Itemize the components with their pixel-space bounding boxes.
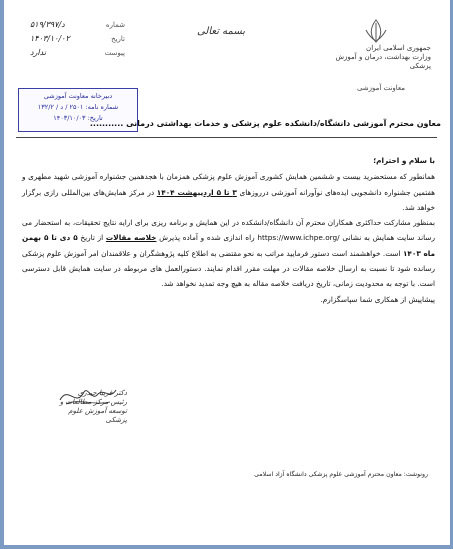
letter-meta xyxy=(30,18,125,60)
number-value: ۵۱۹/۳۹۷/د xyxy=(30,20,65,29)
cc-line: رونوشت: معاون محترم آموزشی علوم پزشکی دانشگاه آزاد اسلامی xyxy=(254,471,428,478)
abstracts-term: خلاصه مقالات xyxy=(105,233,157,243)
salutation: با سلام و احترام؛ xyxy=(373,156,435,165)
signer-name: دکتر فریبا حیدری xyxy=(77,389,127,397)
date-label: تاریخ xyxy=(111,35,125,43)
stamp-line-2: شماره نامه: ۲۵۰۱ / د / ۱۳۲/۲ xyxy=(37,103,119,111)
ministry-heading xyxy=(321,44,431,71)
ministry-line-2: وزارت بهداشت، درمان و آموزش پزشکی xyxy=(335,53,431,70)
closing-line: پیشاپیش از همکاری شما سپاسگزارم. xyxy=(320,294,435,304)
number-label: شماره xyxy=(105,21,125,29)
stamp-line-3: تاریخ: ۱۴۰۳/۱۰/۰۳ xyxy=(53,114,103,122)
viewer-bottom-edge xyxy=(0,545,453,549)
paragraph-1: همانطور که مستحضرید بیست و ششمین همایش کشوری آموزش علوم پزشکی همزمان با هجدهمین جشنواره آموزشی شهید مطهری و هفتمین جشنواره دانشجویی ایده‌های نوآورانه آموزشی درروزهای ۳ تا ۵ اردیبهشت ۱۴۰۴ در مرکز همایش‌های بین‌المللی رازی برگزار خواهد شد. xyxy=(22,172,435,212)
iran-emblem-icon xyxy=(362,18,390,44)
event-dates: ۳ تا ۵ اردیبهشت ۱۴۰۴ xyxy=(156,187,237,197)
attachment-label: پیوست xyxy=(104,49,125,57)
deputy-heading: معاونت آموزشی xyxy=(356,84,406,92)
ministry-line-1: جمهوری اسلامی ایران xyxy=(366,44,431,52)
recipient-line: معاون محترم آموزشی دانشگاه/دانشکده علوم پزشکی و خدمات بهداشتی درمانی ........... xyxy=(89,119,441,128)
viewer-left-edge xyxy=(0,0,4,549)
paragraph-2: بمنظور مشارکت حداکثری همکاران محترم آن دانشگاه/دانشکده در این همایش و برنامه ریزی برای ارایه نتایج تحقیقات، به استحضار می رساند سایت همایش به نشانی https://www.ichpe.org/ راه اندازی شده و آماده پذیرش خلاصه مقالات از تاریخ ۵ دی تا ۵ بهمن ماه ۱۴۰۳ است. خواهشمند است دستور فرمایید مراتب به نحو مقتضی به اطلاع کلیه پژوهشگران و علاقمندان امر آموزش علوم پزشکی رسانده شود تا نسبت به ارسال خلاصه مقالات در مهلت مقرر اقدام نمایند. دستورالعمل های مربوطه در سایت همایش قابل دسترسی است. با توجه به محدودیت زمانی، تاریخ دریافت خلاصه مقاله به هیچ وجه تمدید نخواهد شد. xyxy=(22,218,436,289)
letter-body xyxy=(22,153,435,307)
header-divider xyxy=(16,137,437,138)
website-link[interactable]: https://www.ichpe.org/ xyxy=(257,233,340,243)
stamp-line-1: دبیرخانه معاونت آموزشی xyxy=(43,92,113,100)
signer-title: رئیس مرکز مطالعات و توسعه آموزش علوم پزشکی xyxy=(59,398,127,424)
bismillah: بسمه تعالی xyxy=(196,26,246,37)
attachment-value: ندارد xyxy=(30,48,47,57)
submission-window: ۵ دی تا ۵ بهمن ماه ۱۴۰۳ xyxy=(22,233,436,258)
signature-block xyxy=(45,389,127,425)
date-value: ۱۴۰۳/۱۰/۰۲ xyxy=(30,34,70,43)
